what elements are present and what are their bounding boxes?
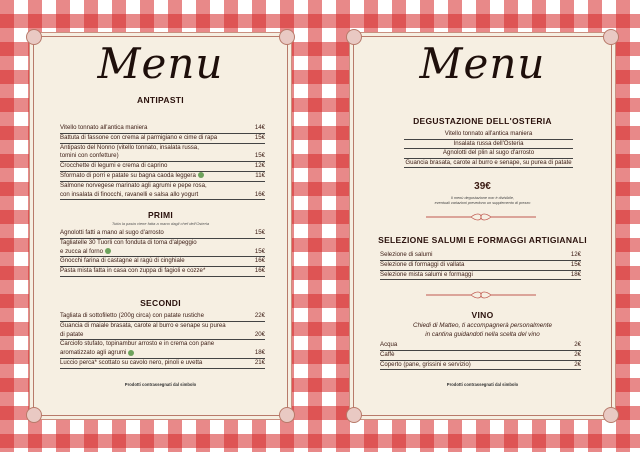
menu-item-name	[60, 152, 243, 161]
menu-item-price: 12€	[254, 162, 265, 170]
menu-item-row	[380, 271, 581, 281]
menu-item-price: 2€	[574, 350, 581, 358]
menu-item-row	[60, 162, 265, 172]
primi-note: Tutta la pasta viene fatta a mano dagli chef dell'Osteria	[111, 221, 210, 226]
menu-item-price: 12€	[570, 251, 581, 258]
menu-item-row	[380, 361, 581, 371]
menu-item-price: 16€	[254, 190, 265, 198]
menu-item-name	[60, 172, 243, 181]
menu-item-name	[60, 182, 243, 191]
menu-item-text: aromatizzato agli agrumi	[60, 349, 127, 357]
corner-ornament	[603, 407, 619, 423]
menu-card-right	[353, 36, 612, 416]
menu-item-text: Sformato di porri e patate su bagna caoda leggera	[60, 171, 196, 179]
menu-item-text: Antipasto del Nonno (vitello tonnato, insalata russa,	[60, 143, 199, 151]
degustazione-list	[404, 130, 573, 168]
corner-ornament	[346, 407, 362, 423]
menu-item-row	[60, 331, 265, 341]
menu-item-row	[380, 341, 581, 351]
menu-item-text: Selezione mista salumi e formaggi	[380, 270, 473, 278]
menu-item-row	[60, 267, 265, 277]
menu-item-name	[60, 257, 243, 266]
menu-item-text: e zucca al forno	[60, 247, 104, 255]
menu-item-text: di patate	[60, 330, 84, 338]
menu-item-name	[60, 239, 243, 248]
menu-item-name	[380, 271, 559, 280]
antipasti-heading: ANTIPASTI	[137, 95, 184, 105]
menu-item-text: Selezione di salumi	[380, 251, 433, 258]
vegetarian-leaf-icon	[105, 248, 111, 254]
menu-item-row	[60, 172, 265, 182]
menu-item-row	[60, 239, 265, 248]
menu-item-price: 16€	[254, 267, 265, 275]
antipasti-list	[60, 124, 265, 200]
menu-item-name	[60, 267, 243, 276]
corner-ornament	[26, 407, 42, 423]
menu-item-price: 18€	[570, 270, 581, 278]
menu-item-row	[60, 312, 265, 322]
menu-item-text: Tagliatelle 30 Tuorli con fonduta di toma d'alpeggio	[60, 238, 197, 246]
menu-item-name	[60, 191, 243, 200]
menu-item-name	[60, 162, 243, 171]
menu-item-name	[60, 134, 243, 143]
menu-item-name	[60, 312, 243, 321]
menu-item-price	[243, 239, 265, 248]
footer-title: Prodotti contrassegnati dal simbolo	[124, 382, 197, 387]
menu-item-row	[60, 152, 265, 162]
menu-item-text: Vitello tonnato all'antica maniera	[60, 124, 148, 131]
menu-item-text: Caffè	[380, 350, 395, 358]
secondi-heading: SECONDI	[140, 298, 181, 308]
menu-item-price: 15€	[570, 260, 581, 268]
menu-item-price: 15€	[254, 133, 265, 141]
menu-item-price	[243, 340, 265, 349]
menu-item-price: 15€	[254, 152, 265, 160]
menu-item-row	[60, 322, 265, 331]
vino-heading: VINO	[471, 310, 494, 320]
menu-item-text: Coperto (pane, grissini e servizio)	[380, 360, 471, 368]
menu-item-row	[60, 134, 265, 144]
degustazione-item: Insalata russa dell'Osteria	[404, 140, 573, 150]
menu-item-price	[243, 144, 265, 153]
menu-item-name	[60, 144, 243, 153]
degustazione-heading: DEGUSTAZIONE DELL'OSTERIA	[413, 116, 552, 126]
menu-item-name	[60, 340, 243, 349]
menu-item-text: tomini con confetture)	[60, 152, 119, 160]
menu-item-price: 14€	[254, 124, 265, 131]
menu-item-name	[60, 331, 243, 340]
menu-item-price: 16€	[254, 257, 265, 265]
menu-item-price: 21€	[254, 358, 265, 366]
menu-title: Menu	[97, 39, 224, 88]
menu-item-row	[60, 191, 265, 201]
menu-item-row	[380, 251, 581, 261]
menu-title: Menu	[419, 39, 546, 88]
primi-list	[60, 229, 265, 277]
degustazione-item: Guancia brasata, carote al burro e senape, su purea di patate	[404, 159, 573, 169]
menu-item-name	[380, 351, 559, 360]
menu-item-price: 22€	[254, 312, 265, 319]
menu-card-left	[33, 36, 288, 416]
menu-item-row	[380, 261, 581, 271]
menu-item-text: Tagliata di sottofiletto (200g circa) con patate rustiche	[60, 312, 204, 319]
menu-item-name	[380, 341, 559, 350]
degustazione-item: Agnolotti del plin al sugo d'arrosto	[404, 149, 573, 159]
menu-item-text: Gnocchi farina di castagne al ragù di cinghiale	[60, 257, 185, 265]
degustazione-item: Vitello tonnato all'antica maniera	[404, 130, 573, 140]
menu-item-name	[60, 124, 243, 133]
menu-item-name	[60, 359, 243, 368]
menu-item-price: 2€	[574, 360, 581, 368]
degustazione-note-2: eventuali variazioni prevedono un supplemento di prezzo	[434, 201, 531, 205]
menu-item-text: Pasta mista fatta in casa con zuppa di fagioli e cozze*	[60, 267, 206, 275]
menu-item-text: Crocchette di legumi e crema di caprino	[60, 162, 168, 170]
menu-item-price: 18€	[254, 349, 265, 357]
menu-item-price: 20€	[254, 330, 265, 338]
salumi-list	[380, 251, 581, 280]
secondi-list	[60, 312, 265, 369]
menu-item-text: Guancia di maiale brasata, carote al burro e senape su purea	[60, 321, 226, 329]
vino-list	[380, 341, 581, 370]
menu-item-name	[380, 251, 559, 260]
menu-item-price: 11€	[255, 171, 265, 179]
corner-ornament	[279, 407, 295, 423]
vegetarian-leaf-icon	[128, 350, 134, 356]
menu-item-name	[60, 322, 243, 331]
footer-note	[54, 383, 267, 388]
menu-item-text: Battuta di fassone con crema al parmigiano e cime di rapa	[60, 133, 218, 141]
menu-item-text: Selezione di formaggi di vallata	[380, 260, 465, 268]
menu-item-row	[60, 349, 265, 359]
menu-item-price	[243, 322, 265, 331]
menu-item-row	[380, 351, 581, 361]
menu-item-row	[60, 248, 265, 258]
degustazione-price: 39€	[474, 181, 491, 192]
vino-note-2: in cantina guidandoti nella scelta del vino	[425, 331, 540, 338]
menu-item-text: Luccio perca* scottato su cavolo nero, pinoli e uvetta	[60, 358, 203, 366]
menu-item-row	[60, 124, 265, 134]
menu-item-name	[60, 248, 243, 257]
menu-item-text: Agnolotti fatti a mano al sugo d'arrosto	[60, 229, 164, 236]
footer-note	[374, 383, 591, 388]
menu-item-row	[60, 340, 265, 349]
menu-item-text: con insalata di finocchi, ravanelli e salsa allo yogurt	[60, 190, 199, 198]
menu-item-price: 15€	[254, 229, 265, 236]
menu-item-text: Carciofo stufato, topinambur arrosto e in crema con pane	[60, 340, 215, 348]
menu-item-text: Acqua	[380, 341, 398, 348]
menu-item-text: Salmone norvegese marinato agli agrumi e pepe rosa,	[60, 181, 207, 189]
menu-item-name	[60, 349, 243, 358]
menu-item-price: 15€	[254, 247, 265, 255]
menu-item-row	[60, 257, 265, 267]
ornament-divider	[426, 213, 536, 221]
vino-note-1: Chiedi di Matteo, ti accompagnerà personalmente	[413, 322, 552, 329]
menu-item-name	[380, 261, 559, 270]
menu-item-row	[60, 229, 265, 239]
menu-item-row	[60, 182, 265, 191]
menu-item-row	[60, 144, 265, 153]
menu-item-name	[380, 361, 559, 370]
ornament-divider	[426, 291, 536, 299]
menu-item-price: 2€	[574, 341, 581, 348]
degustazione-note-1: Il menù degustazione non è divisibile,	[450, 196, 515, 200]
menu-item-row	[60, 359, 265, 369]
primi-heading: PRIMI	[147, 210, 174, 220]
vegetarian-leaf-icon	[198, 172, 204, 178]
menu-item-name	[60, 229, 243, 238]
menu-item-price	[243, 182, 265, 191]
salumi-heading: SELEZIONE SALUMI E FORMAGGI ARTIGIANALI	[378, 235, 587, 245]
footer-title: Prodotti contrassegnati dal simbolo	[446, 382, 519, 387]
